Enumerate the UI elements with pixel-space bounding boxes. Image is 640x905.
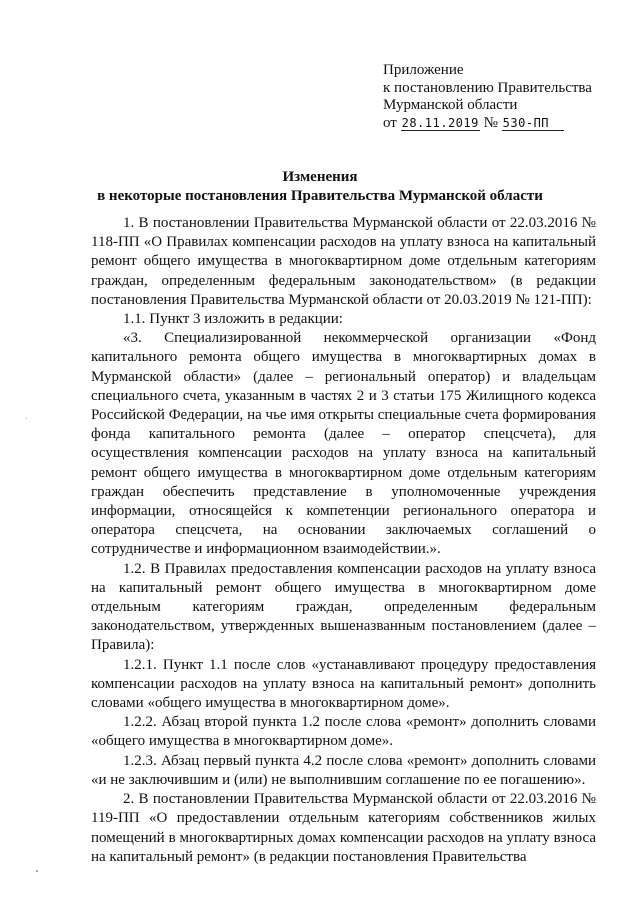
date-prefix: от: [383, 114, 397, 131]
paragraph-quote-3: «3. Специализированной некоммерческой организации «Фонд капитального ремонта общего имущества в многоквартирных домах в Мурманской области» (далее – региональный оператор) и владельцам специального счета, указанным в частях 2 и 3 статьи 175 Жилищного кодекса Российской Федерации, на чье имя открыты специальные счета формирования фонда капитального ремонта (далее – оператор спецсчета), для осуществления компенсации расходов на уплату взноса на капитальный ремонт общего имущества в многоквартирном доме отдельным категориям граждан обеспечить представление в уполномоченные учреждения информации, относящейся к компетенции регионального оператора и оператора спецсчета, на основании заключаемых соглашений о сотрудничестве и информационном взаимодействии.».: [91, 330, 596, 558]
appendix-line-3: Мурманской области: [383, 97, 518, 113]
paragraph-2: 2. В постановлении Правительства Мурманской области от 22.03.2016 № 119-ПП «О предоставлении отдельным категориям собственников жилых помещений в многоквартирных домах компенсации расходов на уплату взноса на капитальный ремонт» (в редакции постановления Правительства: [91, 791, 596, 865]
appendix-date-number-line: [383, 115, 592, 133]
paragraph-1-2-3: 1.2.3. Абзац первый пункта 4.2 после слова «ремонт» дополнить словами «и не заключившим и (или) не выполнившим соглашение по ее погашению».: [91, 752, 596, 788]
document-body: [91, 214, 596, 867]
document-title: [0, 168, 640, 206]
paragraph-1-2-1: 1.2.1. Пункт 1.1 после слов «устанавливают процедуру предоставления компенсации расходов на уплату взноса на капитальный ремонт» дополнить словами «общего имущества в многоквартирном доме».: [91, 656, 596, 712]
paragraph-1-2: 1.2. В Правилах предоставления компенсации расходов на уплату взноса на капитальный ремонт общего имущества в многоквартирном доме отдельным категориям граждан, определенным федеральным законодательством, утвержденных вышеназванным постановлением (далее – Правила):: [91, 560, 596, 654]
title-line-1: Изменения: [282, 169, 358, 185]
scan-speck: [26, 418, 27, 419]
appendix-line-1: Приложение: [383, 62, 464, 78]
title-line-2: в некоторые постановления Правительства Мурманской области: [97, 188, 543, 204]
paragraph-1: 1. В постановлении Правительства Мурманской области от 22.03.2016 № 118-ПП «О Правилах компенсации расходов на уплату взноса на капитальный ремонт общего имущества в многоквартирном доме отдельным категориям граждан, определенным федеральным законодательством» (в редакции постановления Правительства Мурманской области от 20.03.2019 № 121-ПП):: [91, 215, 596, 308]
handwritten-number: 530-ПП: [502, 117, 564, 131]
scan-speck: [36, 870, 38, 872]
appendix-block: [383, 62, 592, 132]
paragraph-1-1: 1.1. Пункт 3 изложить в редакции:: [123, 311, 343, 328]
number-prefix: №: [483, 114, 498, 131]
paragraph-1-2-2: 1.2.2. Абзац второй пункта 1.2 после слова «ремонт» дополнить словами «общего имущества в многоквартирном доме».: [91, 714, 596, 750]
appendix-line-2: к постановлению Правительства: [383, 79, 592, 96]
handwritten-date: 28.11.2019: [401, 115, 479, 130]
